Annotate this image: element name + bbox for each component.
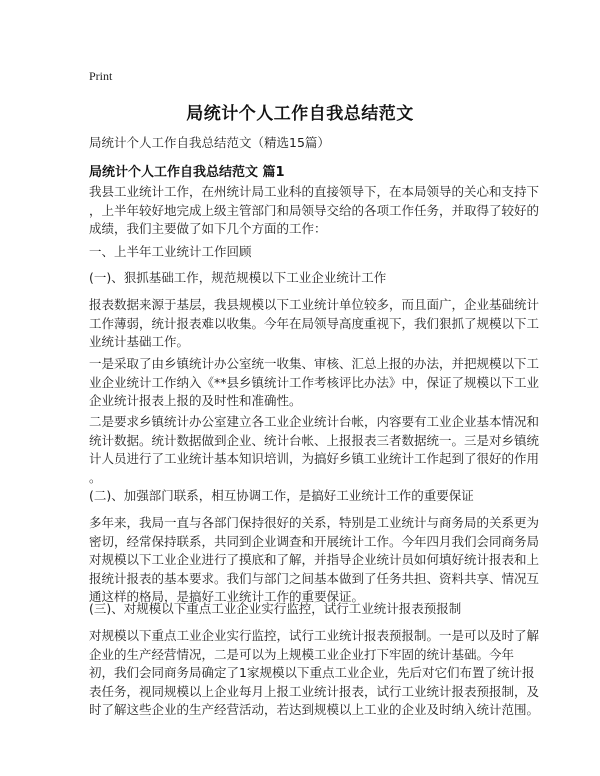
text-line: 。	[89, 469, 102, 485]
text-line: 报统计报表的基本要求。我们与部门之间基本做到了任务共担、资料共享、情况互	[89, 570, 540, 586]
text-line: 对规模以下工业企业进行了摸底和了解，并指导企业统计员如何填好统计报表和上	[89, 552, 540, 567]
text-line: 时了解这些企业的生产经营活动，若达到规模以上工业的企业及时纳入统计范围。	[89, 702, 540, 717]
heading-review	[89, 243, 521, 261]
print-link[interactable]: Print	[89, 69, 113, 83]
text-line: 二是要求乡镇统计办公室建立各工业企业统计台帐，内容要有工业企业基本情况和	[89, 414, 540, 429]
document-subtitle: 局统计个人工作自我总结范文（精选15篇）	[89, 135, 330, 150]
text-line: 统计数据。统计数据做到企业、统计台帐、上报报表三者数据统一。三是对乡镇统	[89, 432, 540, 448]
document-title: 局统计个人工作自我总结范文	[186, 104, 414, 124]
text-line: 业企业统计工作纳入《**县乡镇统计工作考核评比办法》中，保证了规模以下工业	[89, 374, 540, 390]
text-line: 报表数据来源于基层，我县规模以下工业统计单位较多，而且面广，企业基础统计	[89, 297, 540, 312]
text-line: 表任务，视同规模以上企业每月上报工业统计报表，试行工业统计报表预报制，及	[89, 683, 540, 699]
text-line: 计人员进行了工业统计基本知识培训，为搞好乡镇工业统计工作起到了很好的作用	[89, 451, 540, 466]
text-line: ，上半年较好地完成上级主管部门和局领导交给的各项工作任务，并取得了较好的	[89, 202, 540, 218]
paragraph-cooperation	[89, 514, 540, 607]
paragraph-point-1	[89, 355, 540, 411]
paragraph-basic-work	[89, 296, 540, 352]
text-line: 成绩，我们主要做了如下几个方面的工作：	[89, 221, 327, 236]
text-line: 业统计基础工作。	[89, 334, 190, 349]
text-line: 企业的生产经营情况，二是可以为上规模工业企业打下牢固的统计基础。今年	[89, 646, 515, 662]
text-line: 初，我们会同商务局确定了1家规模以下重点工业企业，先后对它们布置了统计报	[89, 665, 535, 680]
text-line: 密切，经常保持联系，共同到企业调查和开展统计工作。今年四月我们会同商务局	[89, 533, 540, 549]
text-line: 企业统计报表上报的及时性和准确性。	[89, 393, 302, 408]
text-line: 工作薄弱，统计报表难以收集。今年在局领导高度重视下，我们狠抓了规模以下工	[89, 315, 540, 331]
text-line: (一)、狠抓基础工作，规范规模以下工业企业统计工作	[89, 270, 387, 285]
text-line: 我县工业统计工作，在州统计局工业科的直接领导下，在本局领导的关心和支持下	[89, 184, 540, 199]
text-line: 一、上半年工业统计工作回顾	[89, 244, 252, 259]
paragraph-monitoring	[89, 627, 540, 720]
text-line: 对规模以下重点工业企业实行监控，试行工业统计报表预报制。一是可以及时了解	[89, 628, 540, 643]
heading-subsection-1	[89, 269, 521, 287]
text-line: 通这样的格局，是搞好工业统计工作的重要保证。	[89, 589, 365, 604]
heading-subsection-2	[89, 487, 521, 505]
heading-subsection-3	[89, 600, 521, 618]
paragraph-point-2	[89, 413, 540, 487]
text-line: 一是采取了由乡镇统计办公室统一收集、审核、汇总上报的办法，并把规模以下工	[89, 356, 540, 371]
text-line: 多年来，我局一直与各部门保持很好的关系，特别是工业统计与商务局的关系更为	[89, 515, 540, 530]
text-line: (二)、加强部门联系，相互协调工作，是搞好工业统计工作的重要保证	[89, 488, 474, 503]
paragraph-intro	[89, 183, 540, 239]
text-line: (三)、对规模以下重点工业企业实行监控，试行工业统计报表预报制	[89, 601, 462, 616]
section-heading: 局统计个人工作自我总结范文 篇1	[89, 165, 285, 180]
